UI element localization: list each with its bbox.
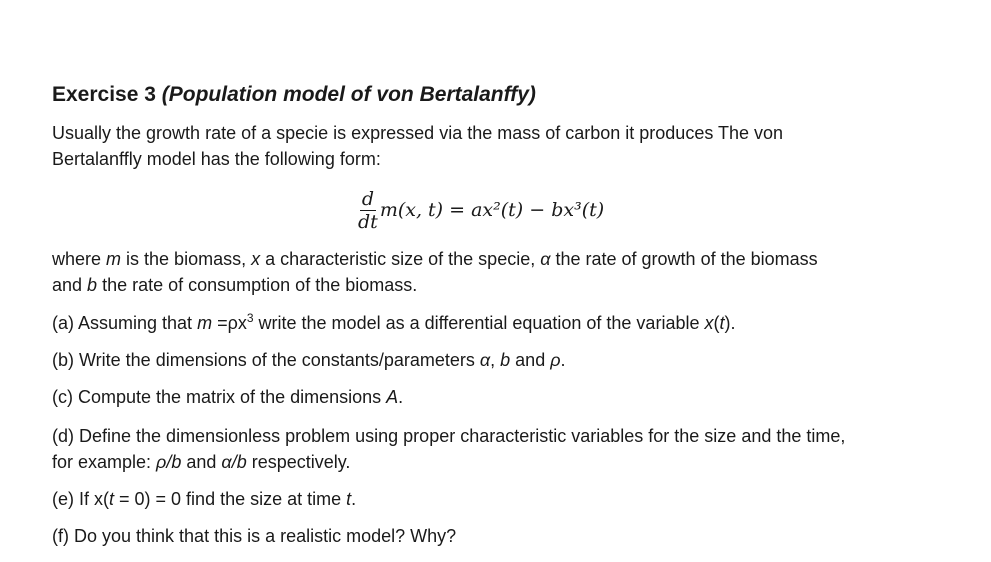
symbol-b: b [500, 350, 511, 370]
question-c [52, 384, 403, 410]
symbol-x: x [251, 249, 261, 269]
where-text: is the biomass, [121, 249, 252, 269]
question-text: . [398, 387, 404, 407]
where-text: the rate of growth of the biomass [550, 249, 818, 269]
exercise-label: Exercise 3 [52, 83, 156, 106]
symbol-rho-over-b: ρ/b [156, 452, 182, 472]
question-text: . [560, 350, 566, 370]
where-text: the rate of consumption of the biomass. [97, 275, 418, 295]
model-equation [358, 185, 604, 235]
symbol-t: t [346, 489, 352, 509]
exercise-subtitle: (Population model of von Bertalanffy) [161, 83, 536, 106]
question-f [52, 523, 456, 549]
where-paragraph [52, 246, 952, 298]
symbol-rho: ρ [550, 350, 561, 370]
symbol-t: t [719, 313, 725, 333]
question-text: (c) Compute the matrix of the dimensions [52, 387, 387, 407]
question-text: = 0) = 0 find the size at time [114, 489, 347, 509]
question-text: =ρx [212, 313, 247, 333]
question-text: for example: [52, 452, 157, 472]
where-text: where [52, 249, 107, 269]
symbol-t: t [109, 489, 115, 509]
question-text: and [181, 452, 222, 472]
exponent: 3 [246, 311, 254, 325]
question-a [52, 310, 736, 336]
question-text: ( [713, 313, 720, 333]
question-text: (d) Define the dimensionless problem using proper characteristic variables for the size and the time, [52, 426, 846, 446]
question-text: and [510, 350, 551, 370]
derivative-numerator: d [361, 187, 374, 210]
derivative-denominator: dt [358, 210, 378, 233]
where-text: a characteristic size of the specie, [260, 249, 541, 269]
equation-rhs: m(x, t) = ax²(t) − bx³(t) [379, 199, 605, 221]
intro-line-2: Bertalanffly model has the following form: [52, 149, 381, 169]
question-text: (b) Write the dimensions of the constants/parameters [52, 350, 480, 370]
symbol-alpha: α [540, 249, 551, 269]
symbol-A: A [386, 387, 399, 407]
intro-line-1: Usually the growth rate of a specie is expressed via the mass of carbon it produces The von [52, 123, 784, 143]
question-e [52, 486, 356, 512]
question-text: (e) If x( [52, 489, 109, 509]
question-text: ). [724, 313, 736, 333]
where-text: and [52, 275, 88, 295]
intro-paragraph [52, 120, 952, 172]
symbol-x: x [704, 313, 714, 333]
symbol-b: b [87, 275, 98, 295]
question-text: write the model as a differential equation of the variable [253, 313, 705, 333]
exercise-title [52, 80, 952, 110]
symbol-m: m [197, 313, 213, 333]
question-text: respectively. [246, 452, 351, 472]
symbol-alpha-over-b: α/b [221, 452, 247, 472]
question-b [52, 347, 566, 373]
question-text: (a) Assuming that [52, 313, 198, 333]
question-text: . [351, 489, 357, 509]
question-text: (f) Do you think that this is a realistic model? Why? [52, 526, 457, 546]
question-d [52, 423, 952, 475]
question-text: , [490, 350, 501, 370]
symbol-alpha: α [479, 350, 491, 370]
symbol-m: m [106, 249, 122, 269]
derivative-fraction [358, 188, 378, 233]
